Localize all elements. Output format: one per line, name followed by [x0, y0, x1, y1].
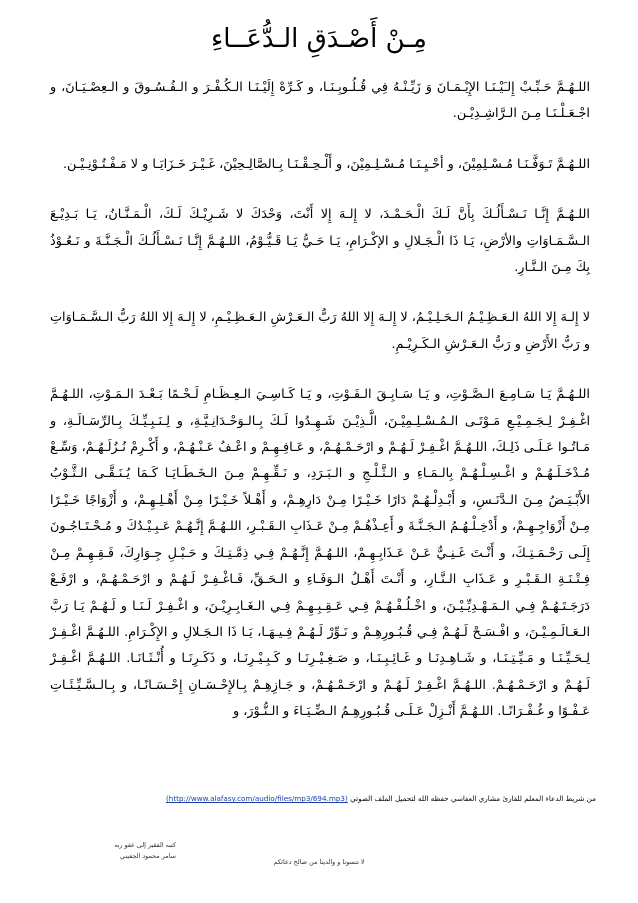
paragraph: اللـهُـمَّ يَـا سَـامِـعَ الـصَّـوْتِ، و يَـا سَـابِـقَ الـفَـوْتِ، و يَـا كَـاسِـيَ الـعِـظَـامِ لَـحْـمًا بَـعْـدَ الـمَـوْتِ، اللـهُـمَّ اغْـفِـرْ لِـجَـمِـيْـعِ مَـوْتَـى الـمُـسْـلِـمِيْـنَ، الَّـذِيْـنَ شَـهِـدُوا لَـكَ بِـالـوَحْـدَانِـيَّـةِ، و لِـنَـبِـيِّـكَ بِـالرِّسَـالَـةِ، و مَـاتُـوا عَـلَـى ذَلِـكَ، اللـهُـمَّ اغْـفِـرْ لَـهُـمْ و ارْحَـمْـهُـمْ، و عَـافِـهِـمْ و اعْـفُ عَـنْـهُـمْ، و أَكْـرِمْ نُـزُلَـهُـمْ، وَسِّـعْ مُـدْخَـلَـهُـمْ و اغْـسِـلْـهُـمْ بِالـمَـاءِ و الـثَّـلْـجِ و الـبَـرَدِ، و نَـقِّـهِـمْ مِـنَ الـخَـطَـايَـا كَـمَا يُـنَـقَّـى الـثَّـوْبُ الأَبْـيَـضُ مِـنَ الـدَّنَـسِ، و أَبْـدِلْـهُـمْ دَارًا خَـيْـرًا مِـنْ دَارِهِـمْ، و أَهْـلاً خَـيْـرًا مِـنْ أَهْـلِـهِـمْ، و أَزْوَاجًا خَـيْـرًا مِـنْ أَزْوَاجِـهِـمْ، و أَدْخِـلْـهُـمُ الـجَـنَّـةَ و أَعِـذْهُـمْ مِـنْ عَـذَابِ الـقَـبْـرِ، اللـهُـمَّ إِنَّـهُـمْ عَـبِـيْـدُكَ و مُـحْـتَـاجُـونَ إِلَـى رَحْـمَـتِـكَ، و أَنْـتَ غَـنِـيٌّ عَـنْ عَـذَابِـهِـمْ، اللـهُـمَّ إِنَّـهُـمْ فِـي ذِمَّـتِـكَ و حَـبْـلِ جِـوَارِكَ، فَـقِـهِـمْ مِـنْ فِـتْـنَـةِ الـقَـبْـرِ و عَـذَابِ الـنَّـارِ، و أَنْـتَ أَهْـلُ الـوَفَـاءِ و الـحَـقِّ، فَـاغْـفِـرْ لَـهُـمْ و ارْحَـمْـهُـمْ، و ارْفَـعْ دَرَجَـتَـهُـمْ فِـي الـمَـهْـدِيِّـيْـنَ، و اخْـلُـفْـهُـمْ فِـي عَـقِـبِـهِـمْ فِـي الـغَـابِـرِيْـنَ، و اغْـفِـرْ لَـنَـا و لَـهُـمْ يَـا رَبَّ الـعَـالَـمِـيْـنَ، و افْـسَـحْ لَـهُـمْ فِـي قُـبُـورِهِـمْ و نَـوِّرْ لَـهُـمْ فِـيـهَـا، يَـا ذَا الـجَـلالِ و الإِكْـرَامِ. اللـهُـمَّ اغْـفِـرْ لِـحَـيِّـنَـا و مَـيِّـتِـنَـا، و شَـاهِـدِنَـا و غَـائِـبِـنَـا، و صَـغِـيْـرِنَـا و كَـبِـيْـرِنَـا، و ذَكَـرِنَـا و أُنْـثَـانَـا. اللـهُـمَّ اغْـفِـرْ لَـهُـمْ و ارْحَـمْـهُـمْ. اللـهُـمَّ اغْـفِـرْ لَـهُـمْ و ارْحَـمْـهُـمْ، و جَـازِهِـمْ بِـالإِحْـسَـانِ إِحْـسَـانًـا، و بِـالـسَّـيِّـئَـاتِ عَـفْـوًا و غُـفْـرَانًـا. اللـهُـمَّ أَنْـزِلْ عَـلَـى قُـبُـورِهِـمُ الـضِّـيَـاءَ و الـنُّـوْرَ، و: [50, 387, 590, 720]
credit-line: كتبه الفقير إلى عفو ربه: [114, 841, 176, 849]
paragraph: اللـهُـمَّ تَـوَفَّـنَـا مُـسْـلِمِيْنَ، و أحْـيِـنَـا مُـسْـلِـمِيْنَ، و أَلْـحِـقْـنَـا بِـالصَّالِـحِيْنَ، غَـيْـرَ خَـزَايَـا و لا مَـفْـتُـوْنِـيْـن.: [62, 156, 590, 172]
paragraph: اللـهُـمَّ إِنَّـا نَـسْـأَلُـكَ بِأَنَّ لَـكَ الْـحَـمْـدَ، لا إِلـهَ إِلا أَنْتَ، وَحْدَكَ لا شَـرِيْـكَ لَـكَ، الْـمَـنَّـانُ، يَـا بَـدِيْـعَ الـسَّـمَـاوَاتِ والأرْضِ، يَـا ذَا الْـجَـلالِ و الإكْـرَامِ، يَـا حَـيُّ يَـا قَـيُّـوْمُ، اللـهُـمَّ إِنَّـا نَـسْـأَلُـكَ الْـجَـنَّـةَ و نَـعُـوْذُ بِكَ مِـنَ الـنَّـارِ.: [50, 207, 590, 276]
audio-link[interactable]: (http://www.alafasy.com/audio/files/mp3/694.mp3): [165, 794, 348, 803]
source-text: من شريط الدعاء المعلم للقارئ مشاري العفاسي حفظه الله لتحميل الملف الصوتي: [350, 794, 596, 803]
page-footer: لا تنسونا و والدينا من صالح دعائكم: [273, 858, 365, 866]
document-body: [50, 75, 590, 730]
paragraph: لا إِلـهَ إِلا اللهُ الـعَـظِـيْـمُ الـحَـلِـيْـمُ، لا إِلـهَ إِلا اللهُ رَبُّ الـعَـرْشِ الـعَـظِـيْـمِ، لا إِلـهَ إِلا اللهُ رَبُّ الـسَّـمَـاوَاتِ و رَبُّ الأَرْضِ و رَبُّ الـعَـرْشِ الـكَـرِيْـمِ.: [50, 310, 590, 352]
source-note: [36, 794, 596, 803]
page-title: مِـنْ أَصْـدَقِ الـدُّعَــاءِ: [211, 24, 427, 54]
author-name: سامر محمود الجفيني: [120, 852, 176, 860]
paragraph: اللـهُـمَّ حَـبِّـبْ إِلـَيْـنَـا الإِيْـمَـانَ وَ زَيِّـنْـهُ فِي قُـلُـوبِـنَـا، و كَـرِّهْ إِلَيْـنَـا الـكُـفْـرَ و الـفُـسُـوقَ و الـعِصْـيَـانَ، و اجْـعَـلْـنَـا مِـنَ الـرَّاشِـدِيْـن.: [50, 80, 590, 122]
